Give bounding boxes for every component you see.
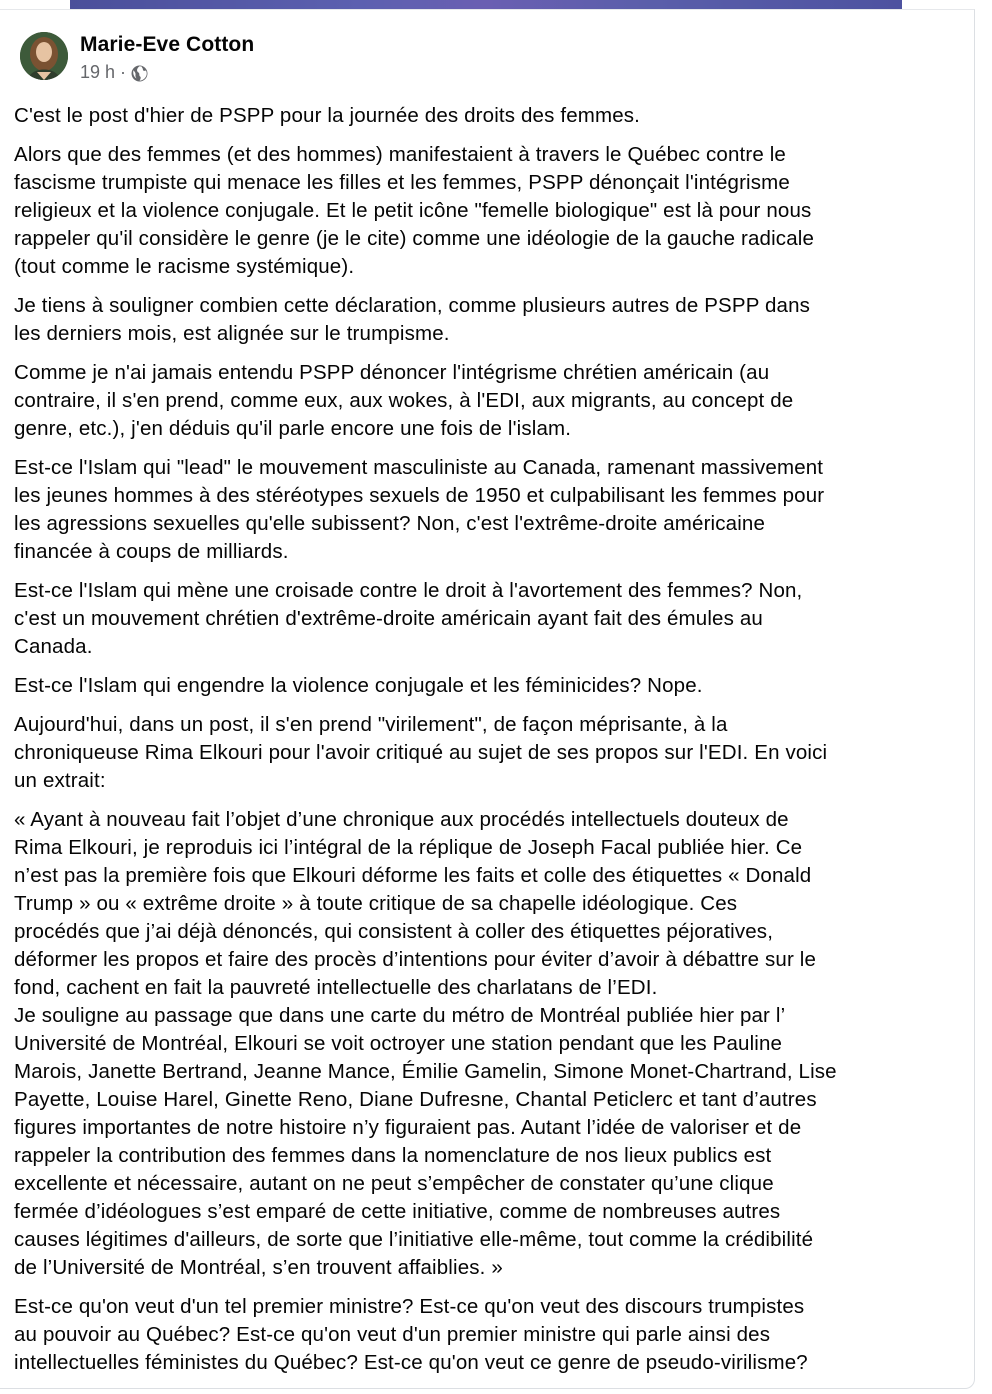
previous-post-image[interactable] [70, 0, 902, 9]
author-avatar[interactable] [20, 32, 68, 80]
post-timestamp[interactable]: 19 h [80, 62, 116, 82]
post-paragraph: Est-ce l'Islam qui engendre la violence conjugale et les féminicides? Nope. [14, 674, 703, 697]
globe-icon[interactable] [131, 64, 148, 81]
meta-separator: · [120, 62, 127, 82]
post-paragraph: Est-ce qu'on veut d'un tel premier ministre? Est-ce qu'on veut des discours trumpistes au pouvoir au Québec? Est-ce qu'on veut d'un premier ministre qui parle ainsi des intellectuelles féministes du Québec? Est-ce qu'on veut ce genre de pseudo-virilisme? [14, 1295, 808, 1374]
post-paragraph: Je tiens à souligner combien cette déclaration, comme plusieurs autres de PSPP dans les derniers mois, est alignée sur le trumpisme. [14, 294, 811, 345]
post-paragraph: Est-ce l'Islam qui "lead" le mouvement masculiniste au Canada, ramenant massivement les jeunes hommes à des stéréotypes sexuels de 1950 et culpabilisant les femmes pour les agressions sexuelles qu'elle subissent? Non, c'est l'extrême-droite américaine financée à coups de milliards. [14, 456, 825, 563]
post-paragraph: Aujourd'hui, dans un post, il s'en prend "virilement", de façon méprisante, à la chroniqueuse Rima Elkouri pour l'avoir critiqué au sujet de ses propos sur l'EDI. En voici un extrait: [14, 713, 828, 792]
post-paragraph: Alors que des femmes (et des hommes) manifestaient à travers le Québec contre le fascisme trumpiste qui menace les filles et les femmes, PSPP dénonçait l'intégrisme religieux et la violence conjugale. Et le petit icône "femelle biologique" est là pour nous rappeler qu'il considère le genre (je le cite) comme une idéologie de la gauche radicale (tout comme le racisme systémique). [14, 143, 814, 278]
post-paragraph: Est-ce l'Islam qui mène une croisade contre le droit à l'avortement des femmes? Non, c'est un mouvement chrétien d'extrême-droite américain ayant fait des émules au Canada. [14, 579, 803, 658]
post-card [0, 9, 975, 1389]
post-paragraph: Comme je n'ai jamais entendu PSPP dénoncer l'intégrisme chrétien américain (au contraire, il s'en prend, comme eux, aux wokes, à l'EDI, aux migrants, au concept de genre, etc.), j'en déduis qu'il parle encore une fois de l'islam. [14, 361, 794, 440]
quoted-excerpt: « Ayant à nouveau fait l’objet d’une chronique aux procédés intellectuels douteux de Rima Elkouri, je reproduis ici l’intégral de la réplique de Joseph Facal publiée hier. Ce n’est pas la première fois que Elkouri déforme les faits et colle des étiquettes « Donald Trump » ou « extrême droite » à toute critique de sa chapelle idéologique. Ces procédés que j’ai déjà dénoncés, qui consistent à coller des étiquettes péjoratives, déformer les propos et faire des procès d’intentions pour éviter d’avoir à débattre sur le fond, cachent en fait la pauvreté intellectuelle des charlatans de l’EDI. Je souligne au passage que dans une carte du métro de Montréal publiée hier par l’ Université de Montréal, Elkouri se voit octroyer une station pendant que les Pauline Marois, Janette Bertrand, Jeanne Mance, Émilie Gamelin, Simone Monet-Chartrand, Lise Payette, Louise Harel, Ginette Reno, Diane Dufresne, Chantal Peticlerc et tant d’autres figures importantes de notre histoire n’y figuraient pas. Autant l’idée de valoriser et de rappeler la contribution des femmes dans la nomenclature de nos lieux publics est excellente et nécessaire, autant on ne peut s’empêcher de constater qu’une clique fermée d’idéologues s’est emparé de cette initiative, comme de nombreuses autres causes légitimes d'ailleurs, de sorte que l’initiative elle-même, tout comme la crédibilité de l’Université de Montréal, s’en trouvent affaiblies. » [14, 808, 837, 1279]
author-name[interactable]: Marie-Eve Cotton [80, 33, 255, 56]
post-meta [80, 60, 254, 84]
author-block [80, 32, 254, 84]
post-header [20, 32, 254, 84]
post-paragraph: C'est le post d'hier de PSPP pour la journée des droits des femmes. [14, 104, 640, 127]
post-text [14, 102, 964, 1388]
